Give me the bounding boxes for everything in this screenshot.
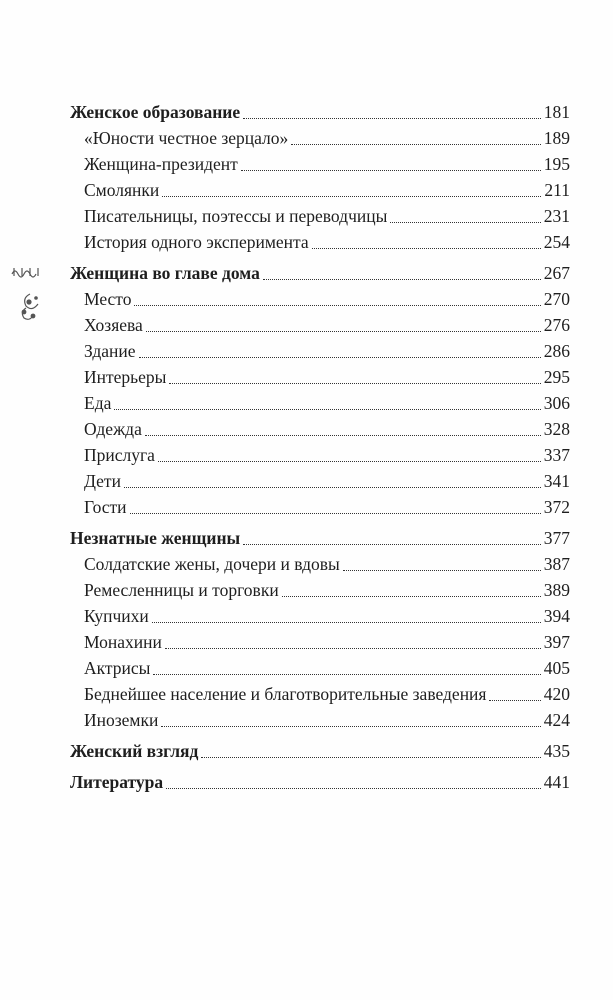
toc-page-number: 397	[543, 632, 570, 652]
toc-entry-title: Здание	[84, 341, 136, 361]
dot-leader	[139, 357, 541, 358]
toc-subsection-entry	[70, 681, 570, 707]
dot-leader	[152, 622, 541, 623]
toc-entry-title: Прислуга	[84, 445, 155, 465]
dot-leader	[291, 144, 540, 145]
toc-entry-title: «Юности честное зерцало»	[84, 128, 289, 148]
toc-page-number: 420	[543, 684, 570, 704]
toc-section-entry	[70, 738, 570, 764]
toc-page-number: 195	[543, 154, 570, 174]
dot-leader	[390, 222, 540, 223]
dot-leader	[146, 331, 541, 332]
toc-entry-title: Женщина во главе дома	[70, 263, 260, 283]
dot-leader	[114, 409, 540, 410]
toc-entry-title: Хозяева	[84, 315, 143, 335]
toc-page-number: 286	[543, 341, 570, 361]
toc-page-number: 328	[543, 419, 570, 439]
toc-entry-title: Актрисы	[84, 658, 151, 678]
toc-entry-title: Литература	[70, 772, 164, 792]
toc-entry-title: Купчихи	[84, 606, 149, 626]
toc-entry-title: Писательницы, поэтессы и переводчицы	[84, 206, 388, 226]
toc-subsection-entry	[70, 655, 570, 681]
toc-page-number: 276	[543, 315, 570, 335]
dot-leader	[162, 196, 541, 197]
toc-entry-title: Смолянки	[84, 180, 160, 200]
toc-page-number: 441	[543, 772, 570, 792]
toc-page-number: 389	[543, 580, 570, 600]
toc-section-entry	[70, 99, 570, 125]
dot-leader	[489, 700, 540, 701]
toc-entry-title: Одежда	[84, 419, 142, 439]
toc-entry-title: Иноземки	[84, 710, 159, 730]
dot-leader	[161, 726, 540, 727]
dot-leader	[134, 305, 540, 306]
toc-entry-title: Интерьеры	[84, 367, 167, 387]
toc-page-number: 254	[543, 232, 570, 252]
toc-page-number: 295	[543, 367, 570, 387]
toc-subsection-entry	[70, 494, 570, 520]
dot-leader	[158, 461, 541, 462]
toc-page-number: 189	[543, 128, 570, 148]
toc-page-number: 306	[543, 393, 570, 413]
toc-subsection-entry	[70, 151, 570, 177]
dot-leader	[169, 383, 540, 384]
toc-page-number: 372	[543, 497, 570, 517]
toc-subsection-entry	[70, 229, 570, 255]
toc-subsection-entry	[70, 338, 570, 364]
toc-page-number: 211	[544, 180, 570, 200]
dot-leader	[243, 118, 541, 119]
dot-leader	[312, 248, 541, 249]
dot-leader	[343, 570, 541, 571]
toc-page-number: 341	[543, 471, 570, 491]
toc-page-number: 405	[543, 658, 570, 678]
toc-subsection-entry	[70, 390, 570, 416]
toc-page-number: 267	[543, 263, 570, 283]
toc-subsection-entry	[70, 551, 570, 577]
toc-entry-title: Гости	[84, 497, 127, 517]
toc-entry-title: Место	[84, 289, 132, 309]
toc-page-number: 387	[543, 554, 570, 574]
toc-page-number: 231	[543, 206, 570, 226]
toc-page-number: 435	[543, 741, 570, 761]
toc-page-number: 181	[543, 102, 570, 122]
toc-section-entry	[70, 525, 570, 551]
dot-leader	[145, 435, 541, 436]
dot-leader	[166, 788, 541, 789]
dot-leader	[243, 544, 541, 545]
toc-subsection-entry	[70, 577, 570, 603]
toc-subsection-entry	[70, 364, 570, 390]
dot-leader	[124, 487, 541, 488]
table-of-contents	[70, 99, 570, 795]
toc-subsection-entry	[70, 707, 570, 733]
dot-leader	[153, 674, 540, 675]
dot-leader	[241, 170, 541, 171]
toc-entry-title: Дети	[84, 471, 121, 491]
toc-entry-title: Женское образование	[70, 102, 241, 122]
toc-section-entry	[70, 769, 570, 795]
toc-subsection-entry	[70, 442, 570, 468]
dot-leader	[282, 596, 541, 597]
floral-ornament-icon	[10, 264, 44, 328]
toc-page-number: 337	[543, 445, 570, 465]
toc-entry-title: Женский взгляд	[70, 741, 199, 761]
toc-subsection-entry	[70, 629, 570, 655]
toc-entry-title: История одного эксперимента	[84, 232, 309, 252]
toc-subsection-entry	[70, 177, 570, 203]
dot-leader	[263, 279, 541, 280]
toc-page-number: 394	[543, 606, 570, 626]
toc-entry-title: Еда	[84, 393, 112, 413]
dot-leader	[201, 757, 540, 758]
toc-page-number: 270	[543, 289, 570, 309]
toc-subsection-entry	[70, 286, 570, 312]
toc-subsection-entry	[70, 468, 570, 494]
toc-section-entry	[70, 260, 570, 286]
toc-page-number: 424	[543, 710, 570, 730]
toc-subsection-entry	[70, 416, 570, 442]
toc-subsection-entry	[70, 603, 570, 629]
dot-leader	[130, 513, 541, 514]
toc-entry-title: Ремесленницы и торговки	[84, 580, 279, 600]
toc-entry-title: Незнатные женщины	[70, 528, 241, 548]
toc-page-number: 377	[543, 528, 570, 548]
toc-entry-title: Монахини	[84, 632, 162, 652]
toc-entry-title: Солдатские жены, дочери и вдовы	[84, 554, 340, 574]
dot-leader	[165, 648, 541, 649]
toc-entry-title: Беднейшее население и благотворительные заведения	[84, 684, 487, 704]
toc-subsection-entry	[70, 312, 570, 338]
toc-subsection-entry	[70, 125, 570, 151]
toc-subsection-entry	[70, 203, 570, 229]
toc-entry-title: Женщина-президент	[84, 154, 238, 174]
